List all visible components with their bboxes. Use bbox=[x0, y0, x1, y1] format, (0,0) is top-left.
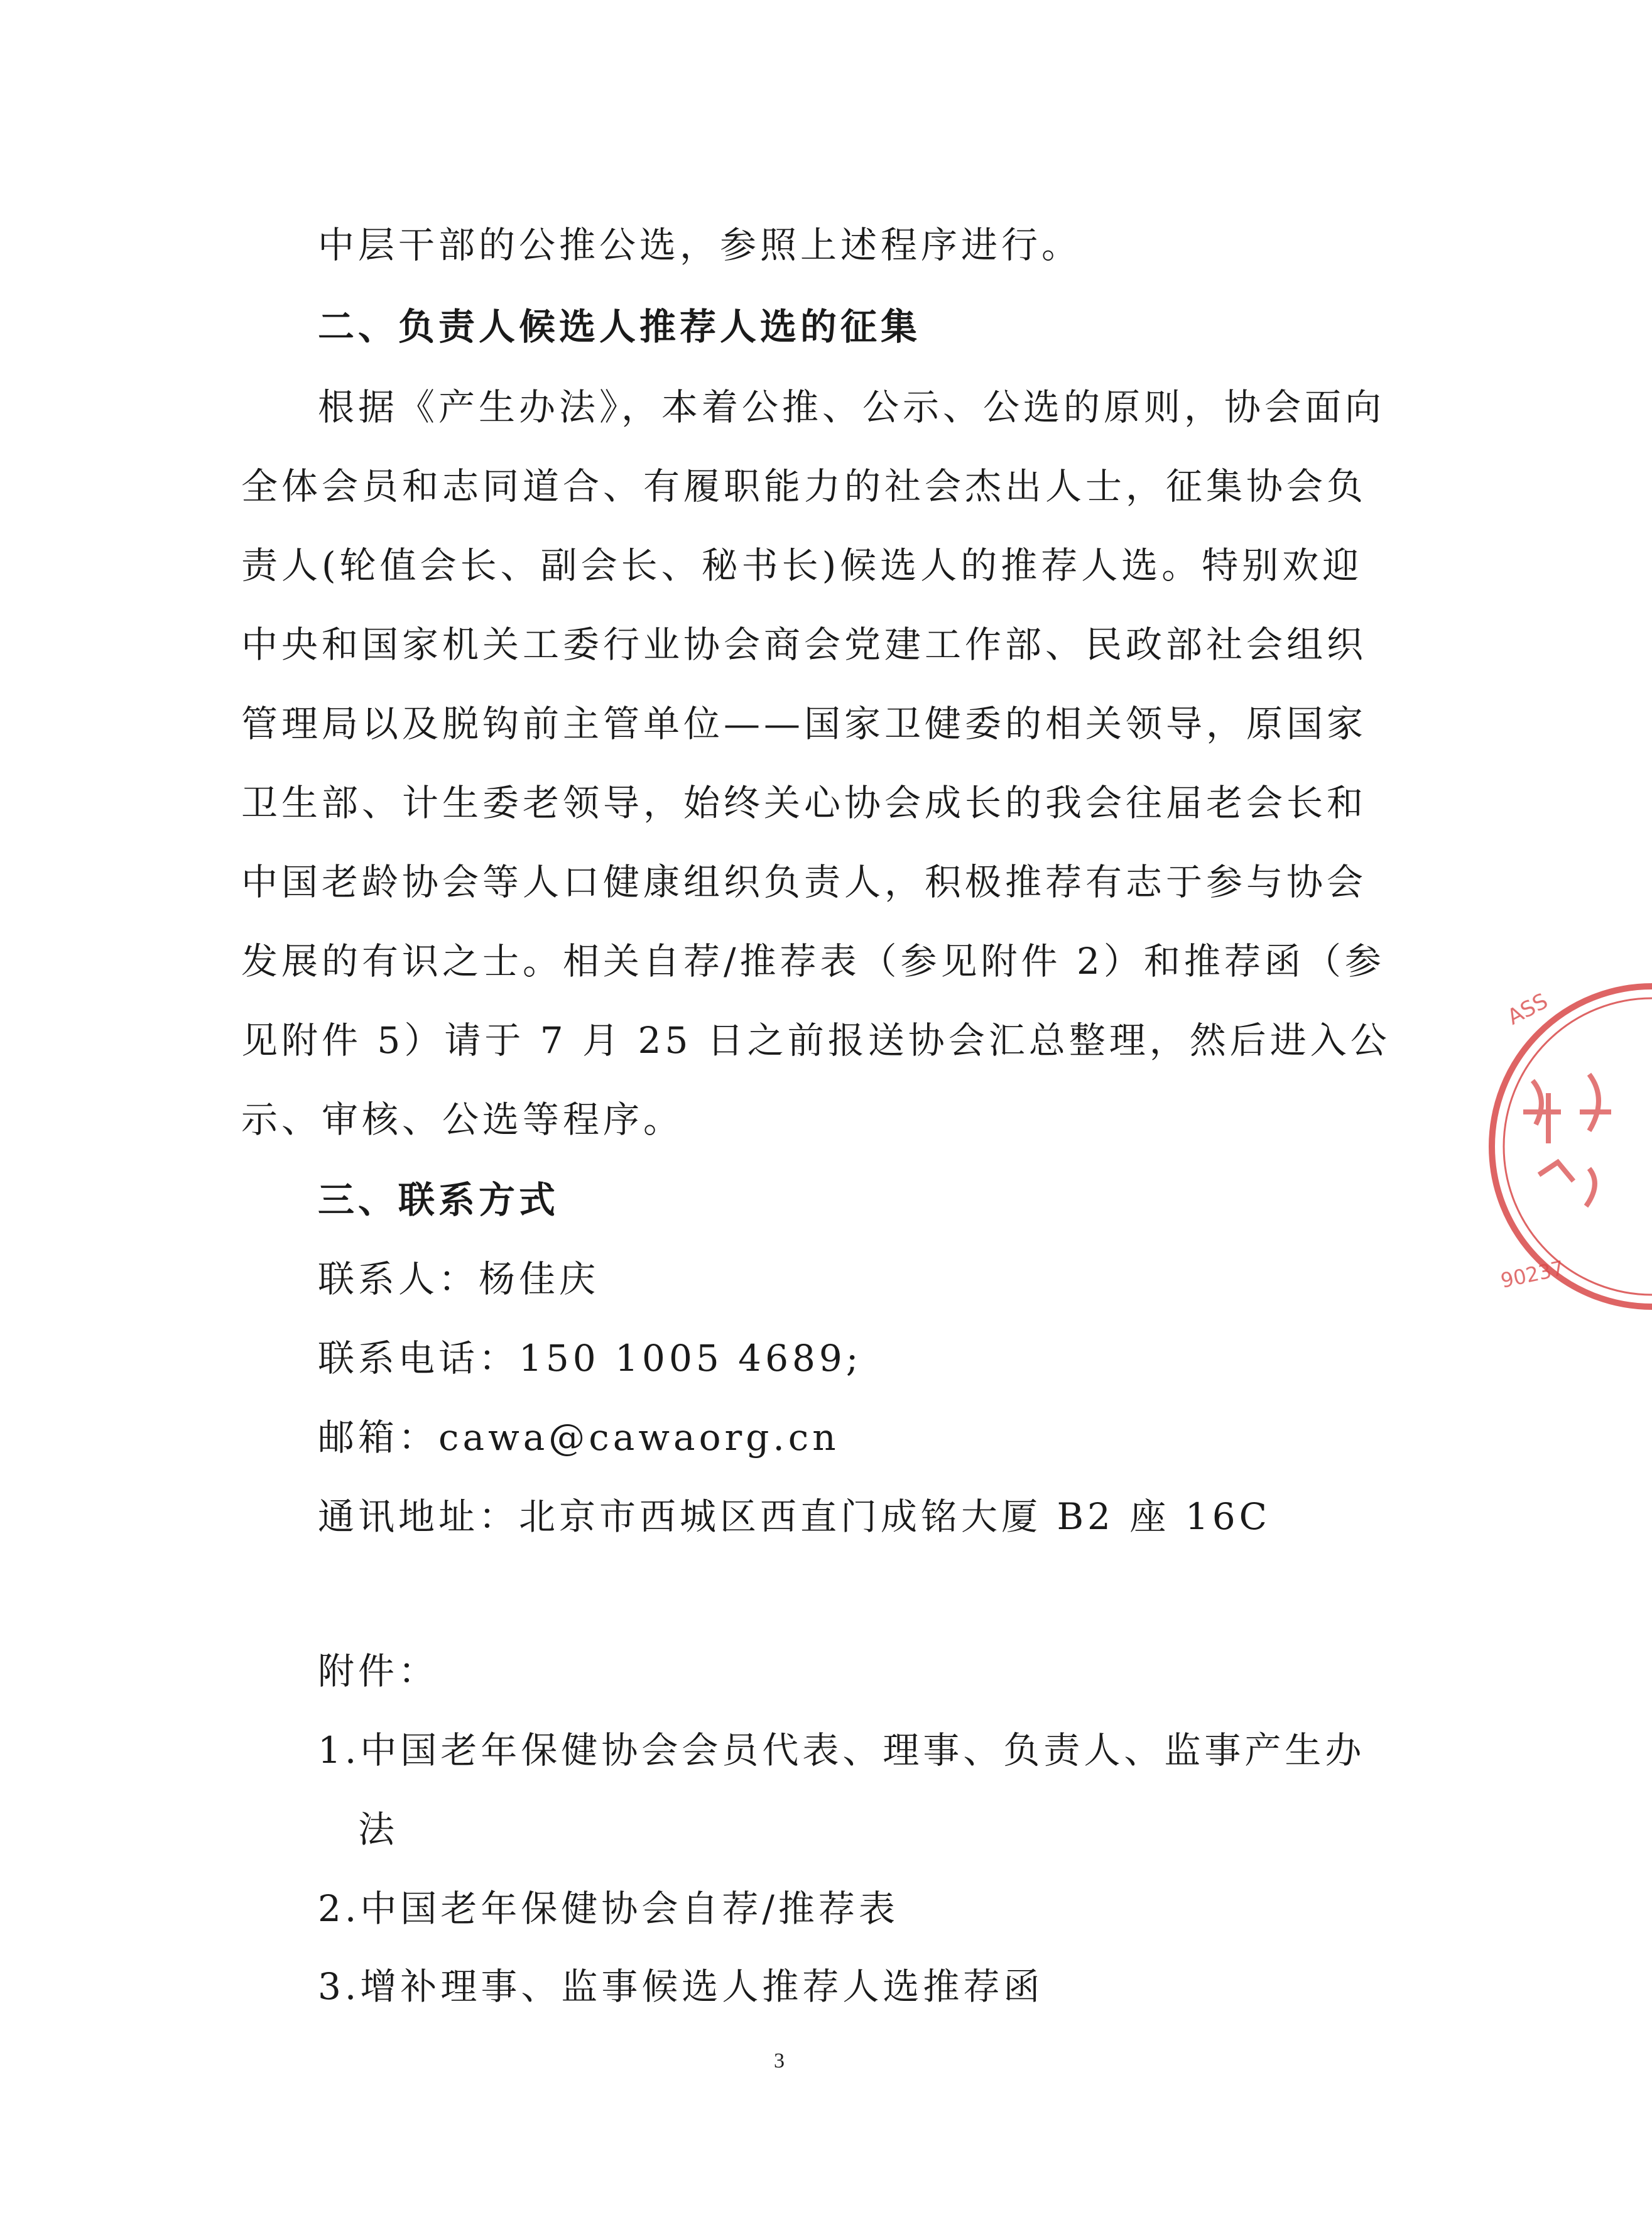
section-3-heading: 三、联系方式 bbox=[318, 1179, 560, 1221]
page-number: 3 bbox=[774, 2049, 785, 2073]
official-seal-icon bbox=[1464, 967, 1652, 1326]
section-2-line-4: 中央和国家机关工委行业协会商会党建工作部、民政部社会组织 bbox=[241, 623, 1367, 666]
contact-address: 通讯地址：北京市西城区西直门成铭大厦 B2 座 16C bbox=[318, 1495, 1271, 1538]
section-2-heading: 二、负责人候选人推荐人选的征集 bbox=[318, 305, 921, 348]
seal-outer-ring bbox=[1492, 986, 1652, 1307]
section-2-line-8: 发展的有识之士。相关自荐/推荐表（参见附件 2）和推荐函（参 bbox=[241, 940, 1385, 983]
seal-glyph-1 bbox=[1523, 1081, 1561, 1143]
section-2-line-1: 根据《产生办法》，本着公推、公示、公选的原则，协会面向 bbox=[318, 386, 1386, 428]
intro-line: 中层干部的公推公选，参照上述程序进行。 bbox=[318, 224, 1082, 266]
attachment-item-1-line-1: 1.中国老年保健协会会员代表、理事、负责人、监事产生办 bbox=[318, 1729, 1366, 1772]
section-2-line-3: 责人(轮值会长、副会长、秘书长)候选人的推荐人选。特别欢迎 bbox=[241, 544, 1363, 587]
contact-person: 联系人：杨佳庆 bbox=[318, 1258, 600, 1300]
contact-phone: 联系电话：150 1005 4689; bbox=[318, 1337, 862, 1380]
seal-glyph-3 bbox=[1539, 1162, 1595, 1206]
attachment-item-1-line-2: 法 bbox=[358, 1808, 399, 1851]
seal-text-number: 90237 bbox=[1498, 1256, 1567, 1293]
section-2-line-9: 见附件 5）请于 7 月 25 日之前报送协会汇总整理，然后进入公 bbox=[241, 1019, 1391, 1062]
seal-text-top: ASS bbox=[1503, 988, 1552, 1030]
section-2-line-10: 示、审核、公选等程序。 bbox=[241, 1098, 684, 1141]
attachment-item-3: 3.增补理事、监事候选人推荐人选推荐函 bbox=[318, 1965, 1044, 2008]
attachment-item-2: 2.中国老年保健协会自荐/推荐表 bbox=[318, 1887, 899, 1930]
section-2-line-2: 全体会员和志同道合、有履职能力的社会杰出人士，征集协会负 bbox=[241, 465, 1367, 508]
section-2-line-5: 管理局以及脱钩前主管单位——国家卫健委的相关领导，原国家 bbox=[241, 702, 1367, 745]
seal-glyph-2 bbox=[1580, 1074, 1611, 1131]
section-2-line-7: 中国老龄协会等人口健康组织负责人，积极推荐有志于参与协会 bbox=[241, 861, 1367, 903]
section-2-line-6: 卫生部、计生委老领导，始终关心协会成长的我会往届老会长和 bbox=[241, 782, 1367, 824]
contact-email: 邮箱：cawa@cawaorg.cn bbox=[318, 1416, 840, 1459]
attachments-label: 附件： bbox=[318, 1650, 439, 1692]
